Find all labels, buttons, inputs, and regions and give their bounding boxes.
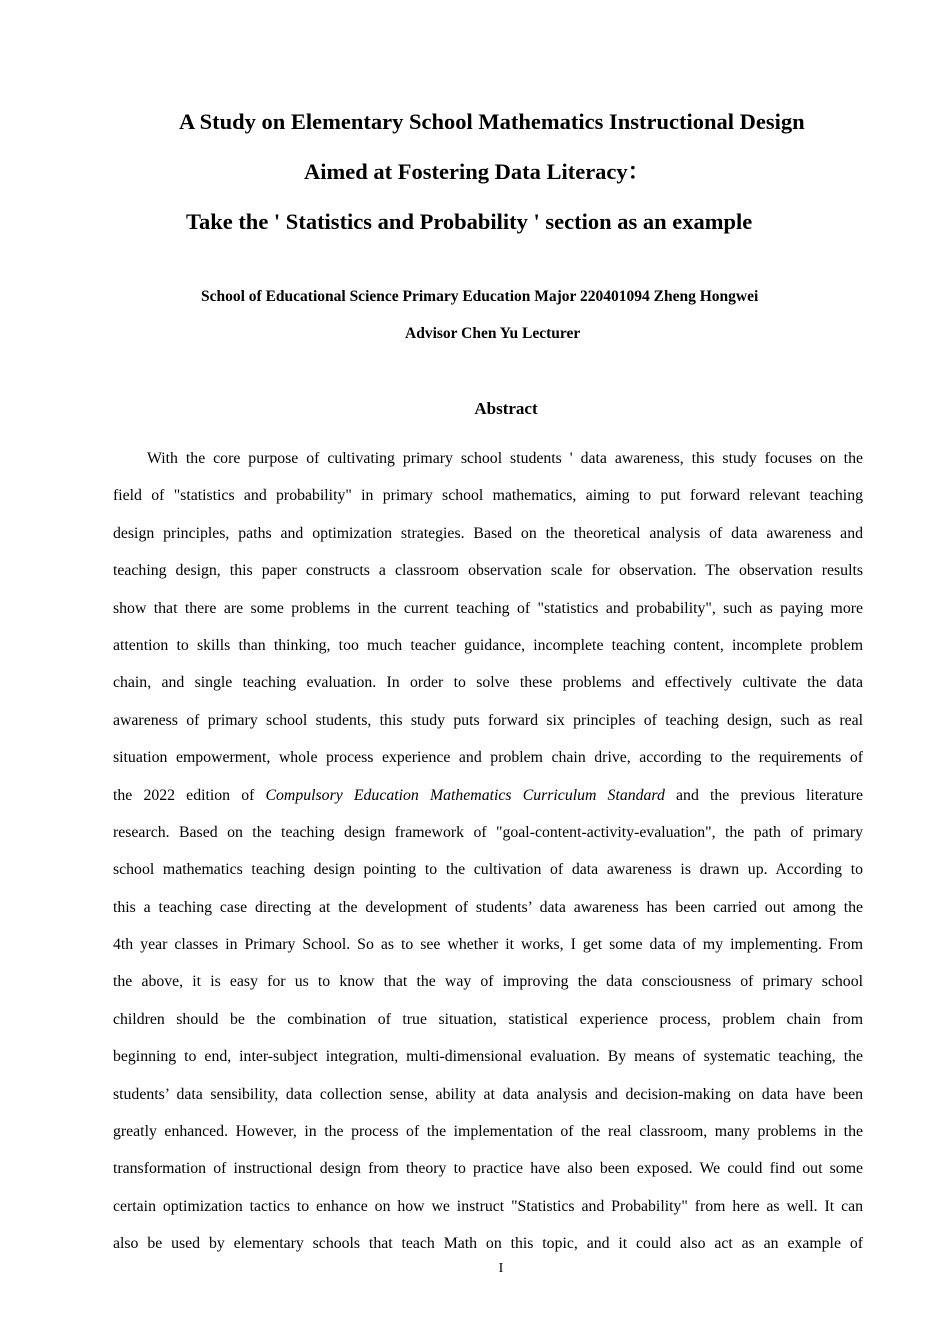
page-number: I <box>498 1261 504 1276</box>
abstract-line: 4th year classes in Primary School. So as to see whether it works, I get some data of my implementing. From <box>113 936 863 954</box>
abstract-line: school mathematics teaching design pointing to the cultivation of data awareness is drawn up. According to <box>113 861 863 879</box>
abstract-line: certain optimization tactics to enhance on how we instruct "Statistics and Probability" from here as well. It can <box>113 1197 863 1215</box>
abstract-line: situation empowerment, whole process experience and problem chain drive, according to the requirements of <box>113 749 863 767</box>
abstract-line: design principles, paths and optimization strategies. Based on the theoretical analysis of data awareness and <box>113 524 863 542</box>
abstract-text: and the previous literature <box>664 786 863 804</box>
title-line-3: Take the ' Statistics and Probability ' section as an example <box>186 209 753 234</box>
abstract-line: the above, it is easy for us to know that the way of improving the data consciousness of primary school <box>113 973 863 991</box>
curriculum-standard-title: Compulsory Education Mathematics Curriculum Standard <box>265 786 665 804</box>
author-affiliation: School of Educational Science Primary Education Major 220401094 Zheng Hongwei <box>201 288 759 305</box>
abstract-line-with-citation <box>113 777 863 814</box>
abstract-line: beginning to end, inter-subject integration, multi-dimensional evaluation. By means of systematic teaching, the <box>113 1048 863 1066</box>
paper-title <box>0 97 950 247</box>
abstract-line: research. Based on the teaching design framework of "goal-content-activity-evaluation", the path of primary <box>113 823 863 841</box>
abstract-line: children should be the combination of true situation, statistical experience process, problem chain from <box>113 1010 863 1028</box>
abstract-body <box>113 440 863 1263</box>
abstract-line: greatly enhanced. However, in the process of the implementation of the real classroom, many problems in the <box>113 1123 863 1141</box>
abstract-line: show that there are some problems in the current teaching of "statistics and probability", such as paying more <box>113 599 863 617</box>
abstract-line: teaching design, this paper constructs a classroom observation scale for observation. The observation results <box>113 562 863 580</box>
abstract-line: this a teaching case directing at the development of students’ data awareness has been carried out among the <box>113 898 863 916</box>
advisor-info: Advisor Chen Yu Lecturer <box>405 325 581 342</box>
abstract-line: With the core purpose of cultivating primary school students ' data awareness, this study focuses on the <box>147 450 863 467</box>
title-line-1: A Study on Elementary School Mathematics Instructional Design <box>179 109 805 134</box>
abstract-line: chain, and single teaching evaluation. In order to solve these problems and effectively cultivate the data <box>113 674 863 692</box>
abstract-line: field of "statistics and probability" in primary school mathematics, aiming to put forward relevant teaching <box>113 487 863 505</box>
title-line-2: Aimed at Fostering Data Literacy： <box>304 159 651 184</box>
abstract-line: students’ data sensibility, data collection sense, ability at data analysis and decision-making on data have been <box>113 1085 863 1103</box>
abstract-line: attention to skills than thinking, too much teacher guidance, incomplete teaching content, incomplete problem <box>113 636 863 654</box>
abstract-line: awareness of primary school students, this study puts forward six principles of teaching design, such as real <box>113 711 863 729</box>
abstract-text: the 2022 edition of <box>113 786 266 804</box>
abstract-line: also be used by elementary schools that teach Math on this topic, and it could also act as an example of <box>113 1235 863 1253</box>
abstract-heading: Abstract <box>474 399 538 418</box>
abstract-line: transformation of instructional design from theory to practice have also been exposed. We could find out some <box>113 1160 863 1178</box>
